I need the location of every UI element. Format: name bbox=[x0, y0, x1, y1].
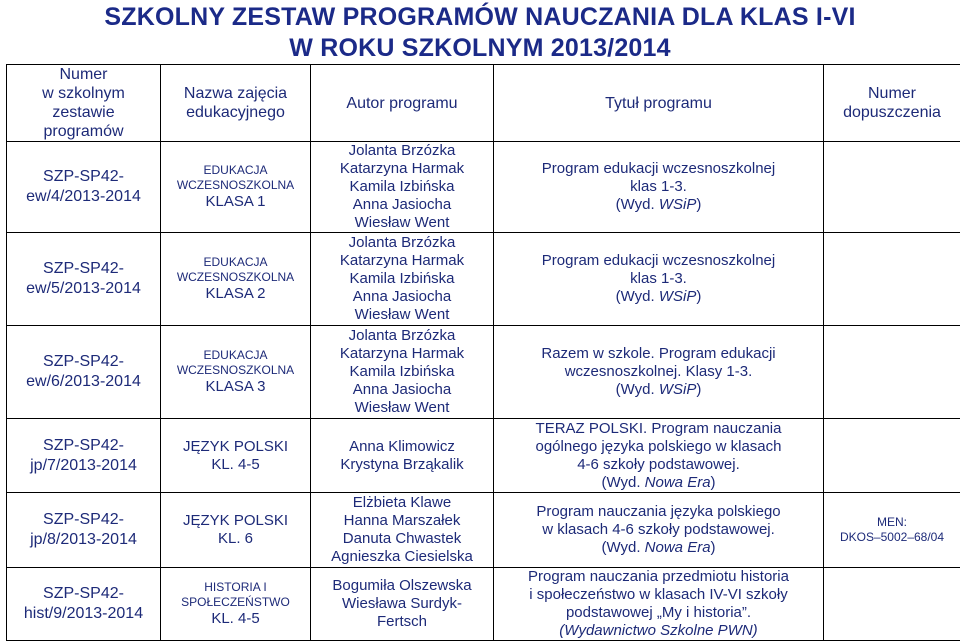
author-name: Anna Jasiocha bbox=[315, 196, 489, 214]
table-row bbox=[7, 493, 960, 568]
author-name: Danuta Chwastek bbox=[315, 530, 489, 548]
document-subtitle: W ROKU SZKOLNYM 2013/2014 bbox=[0, 34, 960, 62]
table-row bbox=[7, 568, 960, 641]
subject-name-line: WCZESNOSZKOLNA bbox=[165, 270, 306, 285]
author-name: Agnieszka Ciesielska bbox=[315, 548, 489, 566]
authors-cell bbox=[311, 326, 494, 419]
program-title-line: w klasach 4-6 szkoły podstawowej. bbox=[498, 521, 819, 539]
subject-cell bbox=[161, 568, 311, 641]
subject-cell bbox=[161, 142, 311, 233]
authors-cell bbox=[311, 568, 494, 641]
table-row bbox=[7, 142, 960, 233]
admission-number-cell bbox=[824, 419, 960, 493]
program-title-line: Program edukacji wczesnoszkolnej bbox=[498, 252, 819, 270]
author-name: Katarzyna Harmak bbox=[315, 345, 489, 363]
program-number-cell bbox=[7, 419, 161, 493]
admission-number-line: DKOS–5002–68/04 bbox=[828, 530, 956, 545]
table-row bbox=[7, 419, 960, 493]
subject-name-line: EDUKACJA bbox=[165, 255, 306, 270]
program-title-line: ogólnego języka polskiego w klasach bbox=[498, 438, 819, 456]
author-name: Wiesław Went bbox=[315, 214, 489, 232]
subject-cell bbox=[161, 233, 311, 326]
table-row bbox=[7, 233, 960, 326]
subject-class-line: KL. 6 bbox=[165, 530, 306, 548]
program-title-line: Razem w szkole. Program edukacji bbox=[498, 345, 819, 363]
author-name: Jolanta Brzózka bbox=[315, 142, 489, 160]
program-number-cell bbox=[7, 326, 161, 419]
program-number-line: jp/7/2013-2014 bbox=[11, 456, 156, 476]
program-title-line: klas 1-3. bbox=[498, 270, 819, 288]
author-name: Fertsch bbox=[315, 613, 489, 631]
program-table bbox=[6, 64, 960, 641]
author-name: Anna Klimowicz bbox=[315, 438, 489, 456]
subject-class-line: KL. 4-5 bbox=[165, 610, 306, 628]
publisher: (Wyd. Nowa Era) bbox=[498, 539, 819, 557]
author-name: Elżbieta Klawe bbox=[315, 494, 489, 512]
program-number-line: SZP-SP42- bbox=[11, 510, 156, 530]
subject-cell bbox=[161, 326, 311, 419]
program-number-cell bbox=[7, 142, 161, 233]
author-name: Hanna Marszałek bbox=[315, 512, 489, 530]
program-number-cell bbox=[7, 493, 161, 568]
header-numer: Numer w szkolnym zestawie programów bbox=[7, 65, 161, 142]
admission-number-cell bbox=[824, 493, 960, 568]
publisher: (Wyd. WSiP) bbox=[498, 381, 819, 399]
header-dopuszczenia: Numer dopuszczenia bbox=[824, 65, 960, 142]
program-number-line: hist/9/2013-2014 bbox=[11, 604, 156, 624]
program-title-line: podstawowej „My i historia”. bbox=[498, 604, 819, 622]
author-name: Katarzyna Harmak bbox=[315, 252, 489, 270]
author-name: Anna Jasiocha bbox=[315, 381, 489, 399]
program-title-cell bbox=[494, 233, 824, 326]
table-row bbox=[7, 326, 960, 419]
subject-class-line: KLASA 1 bbox=[165, 193, 306, 211]
document-title: SZKOLNY ZESTAW PROGRAMÓW NAUCZANIA DLA KLAS I-VI bbox=[0, 3, 960, 31]
subject-class-line: JĘZYK POLSKI bbox=[165, 438, 306, 456]
program-title-cell bbox=[494, 419, 824, 493]
program-number-line: ew/5/2013-2014 bbox=[11, 279, 156, 299]
program-number-cell bbox=[7, 233, 161, 326]
program-title-line: Program edukacji wczesnoszkolnej bbox=[498, 160, 819, 178]
program-title-cell bbox=[494, 326, 824, 419]
author-name: Kamila Izbińska bbox=[315, 363, 489, 381]
subject-cell bbox=[161, 493, 311, 568]
header-row bbox=[7, 65, 960, 142]
program-title-line: wczesnoszkolnej. Klasy 1-3. bbox=[498, 363, 819, 381]
table-body bbox=[7, 142, 960, 641]
admission-number-cell bbox=[824, 326, 960, 419]
author-name: Jolanta Brzózka bbox=[315, 234, 489, 252]
author-name: Kamila Izbińska bbox=[315, 178, 489, 196]
subject-cell bbox=[161, 419, 311, 493]
program-title-line: i społeczeństwo w klasach IV-VI szkoły bbox=[498, 586, 819, 604]
publisher: (Wydawnictwo Szkolne PWN) bbox=[498, 622, 819, 640]
author-name: Bogumiła Olszewska bbox=[315, 577, 489, 595]
author-name: Wiesław Went bbox=[315, 399, 489, 417]
program-title-line: TERAZ POLSKI. Program nauczania bbox=[498, 420, 819, 438]
header-nazwa: Nazwa zajęcia edukacyjnego bbox=[161, 65, 311, 142]
header-autor: Autor programu bbox=[311, 65, 494, 142]
author-name: Jolanta Brzózka bbox=[315, 327, 489, 345]
header-tytul: Tytuł programu bbox=[494, 65, 824, 142]
admission-number-cell bbox=[824, 233, 960, 326]
authors-cell bbox=[311, 233, 494, 326]
program-title-line: Program nauczania języka polskiego bbox=[498, 503, 819, 521]
subject-name-line: SPOŁECZEŃSTWO bbox=[165, 595, 306, 610]
subject-class-line: KL. 4-5 bbox=[165, 456, 306, 474]
authors-cell bbox=[311, 493, 494, 568]
program-title-cell bbox=[494, 493, 824, 568]
subject-name-line: WCZESNOSZKOLNA bbox=[165, 363, 306, 378]
subject-name-line: EDUKACJA bbox=[165, 348, 306, 363]
subject-class-line: KLASA 2 bbox=[165, 285, 306, 303]
program-title-line: klas 1-3. bbox=[498, 178, 819, 196]
admission-number-cell bbox=[824, 568, 960, 641]
author-name: Anna Jasiocha bbox=[315, 288, 489, 306]
program-number-line: SZP-SP42- bbox=[11, 584, 156, 604]
authors-cell bbox=[311, 142, 494, 233]
program-number-line: SZP-SP42- bbox=[11, 352, 156, 372]
program-title-line: 4-6 szkoły podstawowej. bbox=[498, 456, 819, 474]
admission-number-line: MEN: bbox=[828, 515, 956, 530]
author-name: Wiesława Surdyk- bbox=[315, 595, 489, 613]
author-name: Wiesław Went bbox=[315, 306, 489, 324]
publisher: (Wyd. Nowa Era) bbox=[498, 474, 819, 492]
publisher: (Wyd. WSiP) bbox=[498, 288, 819, 306]
publisher: (Wyd. WSiP) bbox=[498, 196, 819, 214]
author-name: Kamila Izbińska bbox=[315, 270, 489, 288]
program-title-line: Program nauczania przedmiotu historia bbox=[498, 568, 819, 586]
subject-name-line: WCZESNOSZKOLNA bbox=[165, 178, 306, 193]
subject-class-line: KLASA 3 bbox=[165, 378, 306, 396]
program-number-line: SZP-SP42- bbox=[11, 436, 156, 456]
program-title-cell bbox=[494, 142, 824, 233]
authors-cell bbox=[311, 419, 494, 493]
author-name: Krystyna Brząkalik bbox=[315, 456, 489, 474]
program-number-line: SZP-SP42- bbox=[11, 259, 156, 279]
admission-number-cell bbox=[824, 142, 960, 233]
program-number-cell bbox=[7, 568, 161, 641]
program-number-line: ew/4/2013-2014 bbox=[11, 187, 156, 207]
program-number-line: jp/8/2013-2014 bbox=[11, 530, 156, 550]
subject-name-line: EDUKACJA bbox=[165, 163, 306, 178]
program-number-line: SZP-SP42- bbox=[11, 167, 156, 187]
program-number-line: ew/6/2013-2014 bbox=[11, 372, 156, 392]
program-title-cell bbox=[494, 568, 824, 641]
subject-class-line: JĘZYK POLSKI bbox=[165, 512, 306, 530]
author-name: Katarzyna Harmak bbox=[315, 160, 489, 178]
subject-name-line: HISTORIA I bbox=[165, 580, 306, 595]
